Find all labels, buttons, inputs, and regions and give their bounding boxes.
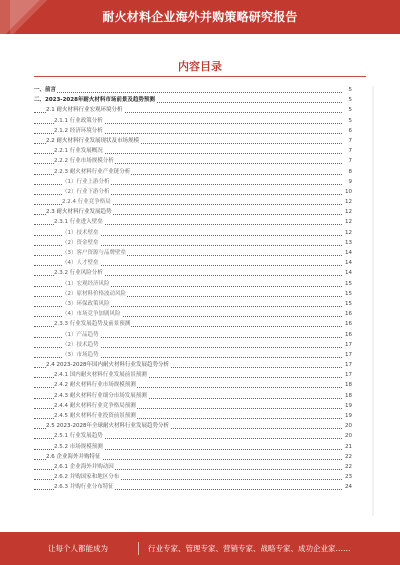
toc-entry-label: 2.5 2023-2028年全球耐火材料行业发展趋势分析 <box>46 421 170 431</box>
toc-entry-label: 2.4.2 耐火材料行业市场规模预测 <box>54 380 137 390</box>
toc-entry-page: 12 <box>344 217 352 227</box>
toc-entry-page: 15 <box>344 299 352 309</box>
toc-entry[interactable] <box>34 309 352 319</box>
toc-entry[interactable] <box>34 391 352 401</box>
toc-entry[interactable] <box>34 187 352 197</box>
toc-entry[interactable] <box>34 146 352 156</box>
toc-entry-page: 7 <box>348 136 353 146</box>
toc-entry-label: 2.4.4 耐火材料行业竞争格局预测 <box>54 401 137 411</box>
toc-entry-label: （3）环保政策风险 <box>62 299 111 309</box>
toc-entry-label: 2.2.2 行业市场规模分析 <box>54 156 115 166</box>
toc-entry[interactable] <box>34 136 352 146</box>
toc-entry-label: 2.1 耐火材料行业宏观环境分析 <box>46 105 124 115</box>
toc-entry-page: 17 <box>344 340 352 350</box>
toc-entry-label: （1）技术壁垒 <box>62 228 100 238</box>
toc-entry-page: 17 <box>344 350 352 360</box>
toc-title: 内容目录 <box>178 60 222 73</box>
toc-entry-page: 18 <box>344 380 352 390</box>
toc-entry-label: 2.5.1 行业发展趋势 <box>54 431 104 441</box>
toc-entry-page: 19 <box>344 411 352 421</box>
report-title: 耐火材料企业海外并购策略研究报告 <box>102 10 298 24</box>
toc-entry-page: 5 <box>348 105 353 115</box>
toc-entry-label: 2.3 耐火材料行业发展趋势 <box>46 207 113 217</box>
toc-entry[interactable] <box>34 411 352 421</box>
toc-entry[interactable] <box>34 380 352 390</box>
toc-entry-page: 19 <box>344 401 352 411</box>
toc-entry-label: 2.6.3 并购行业分布特征 <box>54 482 115 492</box>
toc-entry[interactable] <box>34 279 352 289</box>
toc-entry-label: 2.6.2 并购国家和地区分布 <box>54 472 120 482</box>
toc-entry-label: 2.2.1 行业发展概况 <box>54 146 104 156</box>
toc-entry-page: 14 <box>344 248 352 258</box>
toc-entry-page: 17 <box>344 360 352 370</box>
toc-entry[interactable] <box>34 370 352 380</box>
toc-entry[interactable] <box>34 105 352 115</box>
footer-divider <box>138 542 139 555</box>
toc-entry-page: 12 <box>344 197 352 207</box>
toc-entry-label: （1）宏观经济风险 <box>62 279 111 289</box>
toc-entry[interactable] <box>34 462 352 472</box>
toc-entry-page: 24 <box>344 482 352 492</box>
footer-slogan-left: 让每个人都能成为 <box>48 544 108 553</box>
toc-entry[interactable] <box>34 452 352 462</box>
toc-entry[interactable] <box>34 228 352 238</box>
toc-entry-page: 12 <box>344 207 352 217</box>
toc-entry-page: 20 <box>344 431 352 441</box>
toc-entry-label: 2.4 2023-2028年国内耐火材料行业发展趋势分析 <box>46 360 170 370</box>
toc-entry-page: 8 <box>348 167 353 177</box>
toc-entry-page: 5 <box>348 116 353 126</box>
toc-entry-label: （3）客户资源与品牌壁垒 <box>62 248 127 258</box>
toc-entry[interactable] <box>34 116 352 126</box>
toc-entry-page: 9 <box>348 177 353 187</box>
toc-entry-label: 一、前言 <box>34 85 57 95</box>
toc-entry[interactable] <box>34 258 352 268</box>
toc-entry[interactable] <box>34 472 352 482</box>
toc-entry-label: 2.3.2 行业风险分析 <box>54 268 104 278</box>
toc-entry-page: 18 <box>344 391 352 401</box>
toc-entry-label: 2.1.1 行业政策分析 <box>54 116 104 126</box>
toc-entry[interactable] <box>34 217 352 227</box>
toc-entry[interactable] <box>34 289 352 299</box>
toc-entry-label: （2）技术趋势 <box>62 340 100 350</box>
toc-entry-label: 2.2 耐火材料行业发展现状及市场规模 <box>46 136 140 146</box>
toc-title-rule <box>34 76 366 77</box>
toc-entry[interactable] <box>34 401 352 411</box>
toc-entry-label: 2.5.2 市场规模预测 <box>54 442 104 452</box>
toc-entry-label: 2.4.5 耐火材料行业投资前景预测 <box>54 411 137 421</box>
toc-entry-label: （4）人才壁垒 <box>62 258 100 268</box>
toc-entry-label: （2）行业下游分析 <box>62 187 111 197</box>
toc-leader-dots <box>34 92 342 93</box>
toc-entry-page: 20 <box>344 421 352 431</box>
toc-entry-page: 21 <box>344 442 352 452</box>
header-banner <box>0 0 400 34</box>
toc-entry-label: （1）产品趋势 <box>62 330 100 340</box>
toc-entry[interactable] <box>34 421 352 431</box>
toc-entry-label: 2.6.1 企业海外并购动因 <box>54 462 115 472</box>
toc-entry-page: 22 <box>344 452 352 462</box>
toc-entry[interactable] <box>34 167 352 177</box>
toc-entry-page: 15 <box>344 289 352 299</box>
toc-entry-page: 14 <box>344 258 352 268</box>
toc-entry-label: 2.3.3 行业发展趋势及前景预测 <box>54 319 131 329</box>
toc-entry[interactable] <box>34 431 352 441</box>
toc-entry-page: 13 <box>344 238 352 248</box>
toc-entry-page: 16 <box>344 330 352 340</box>
footer-banner <box>0 532 400 565</box>
footer-slogan-right: 行业专家、管理专家、营销专家、战略专家、成功企业家…… <box>148 544 351 553</box>
toc-entry[interactable] <box>34 482 352 492</box>
toc-entry-page: 10 <box>344 187 352 197</box>
toc-entry[interactable] <box>34 340 352 350</box>
table-of-contents <box>34 85 352 493</box>
toc-entry[interactable] <box>34 350 352 360</box>
toc-entry-page: 7 <box>348 146 353 156</box>
toc-entry[interactable] <box>34 207 352 217</box>
toc-entry-page: 16 <box>344 309 352 319</box>
toc-entry[interactable] <box>34 360 352 370</box>
toc-entry-page: 6 <box>348 126 353 136</box>
toc-entry-page: 16 <box>344 319 352 329</box>
toc-entry-page: 5 <box>348 85 353 95</box>
page-side-shadow <box>372 86 374 516</box>
toc-entry[interactable] <box>34 442 352 452</box>
toc-entry[interactable] <box>34 238 352 248</box>
toc-entry[interactable] <box>34 268 352 278</box>
toc-entry-label: 二、2023-2028年耐火材料市场前景及趋势预测 <box>34 95 156 105</box>
toc-entry-page: 23 <box>344 472 352 482</box>
toc-entry-page: 7 <box>348 156 353 166</box>
toc-entry[interactable] <box>34 299 352 309</box>
toc-entry[interactable] <box>34 126 352 136</box>
toc-entry[interactable] <box>34 330 352 340</box>
toc-entry-label: 2.6 企业海外并购特征 <box>46 452 102 462</box>
toc-entry[interactable] <box>34 156 352 166</box>
toc-entry-label: 2.2.3 耐火材料行业产业链分析 <box>54 167 131 177</box>
toc-entry-label: （2）资金壁垒 <box>62 238 100 248</box>
toc-entry-label: （3）市场趋势 <box>62 350 100 360</box>
toc-entry[interactable] <box>34 85 352 95</box>
toc-entry-page: 5 <box>348 95 353 105</box>
toc-entry[interactable] <box>34 197 352 207</box>
toc-entry-page: 12 <box>344 228 352 238</box>
toc-entry[interactable] <box>34 248 352 258</box>
toc-entry-label: 2.2.4 行业竞争格局 <box>62 197 112 207</box>
toc-entry-label: 2.3.1 行业进入壁垒 <box>54 217 104 227</box>
toc-entry-label: 2.4.3 耐火材料行业细分市场发展预测 <box>54 391 148 401</box>
toc-entry-label: （1）行业上游分析 <box>62 177 111 187</box>
toc-entry-label: （4）市场竞争加剧风险 <box>62 309 122 319</box>
toc-entry-page: 22 <box>344 462 352 472</box>
toc-entry-label: 2.4.1 国内耐火材料行业发展前景预测 <box>54 370 148 380</box>
toc-entry-page: 17 <box>344 370 352 380</box>
toc-entry-page: 14 <box>344 268 352 278</box>
toc-entry-label: （2）原材料价格波动风险 <box>62 289 127 299</box>
toc-entry-label: 2.1.2 经济环境分析 <box>54 126 104 136</box>
toc-entry-page: 15 <box>344 279 352 289</box>
toc-entry[interactable] <box>34 95 352 105</box>
toc-entry[interactable] <box>34 319 352 329</box>
toc-entry[interactable] <box>34 177 352 187</box>
